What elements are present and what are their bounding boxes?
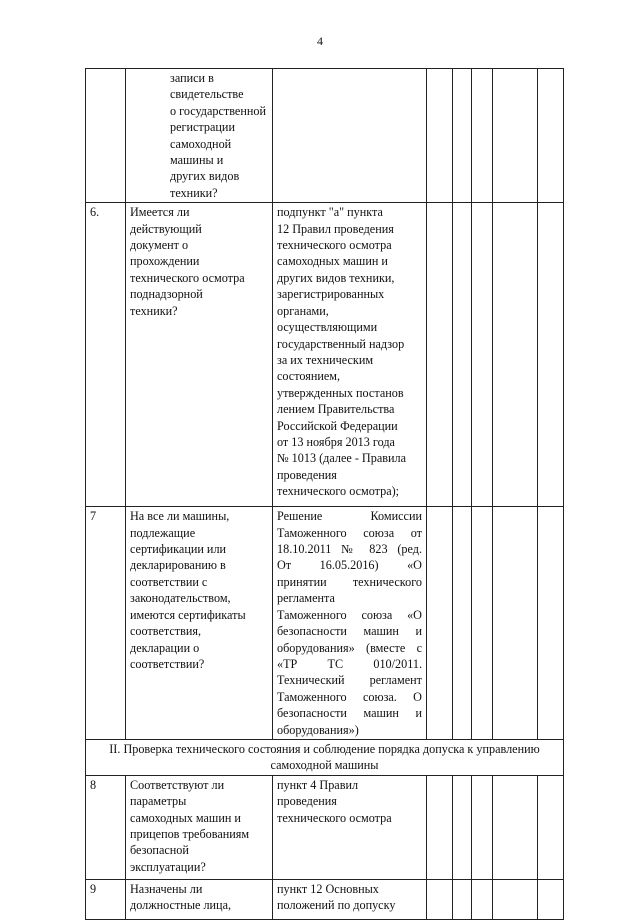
table-row <box>86 203 564 507</box>
row-number: 7 <box>86 507 126 740</box>
answer-na-cell <box>472 879 493 919</box>
reference-line: принятии технического <box>277 574 422 589</box>
question-cell: Назначены ли должностные лица, <box>126 879 273 919</box>
extra-cell <box>538 507 564 740</box>
question-cell: записи в свидетельстве о государственной регистрации самоходной машины и других видов техники? <box>126 69 273 203</box>
extra-cell <box>538 879 564 919</box>
answer-no-cell <box>453 775 472 879</box>
answer-yes-cell <box>427 879 453 919</box>
answer-na-cell <box>472 775 493 879</box>
reference-line: оборудования») <box>277 722 359 737</box>
reference-line: «ТР ТС 010/2011. <box>277 656 422 671</box>
comment-cell <box>493 69 538 203</box>
row-number: 8 <box>86 775 126 879</box>
reference-cell: пункт 4 Правил проведения технического осмотра <box>273 775 427 879</box>
answer-yes-cell <box>427 203 453 507</box>
reference-line: Таможенного союза «О <box>277 607 422 622</box>
reference-line: Таможенного союза. О <box>277 689 422 704</box>
comment-cell <box>493 879 538 919</box>
section-heading: II. Проверка технического состояния и соблюдение порядка допуска к управлению самоходной машины <box>86 739 564 775</box>
comment-cell <box>493 203 538 507</box>
row-number <box>86 69 126 203</box>
comment-cell <box>493 775 538 879</box>
answer-no-cell <box>453 507 472 740</box>
table-row <box>86 69 564 203</box>
answer-na-cell <box>472 507 493 740</box>
reference-line: безопасности машин и <box>277 706 422 721</box>
reference-cell: подпункт "а" пункта 12 Правил проведения технического осмотра самоходных машин и других видов техники, зарегистрированных органами, осуществляющими государственный надзор за их техническим состоянием, утвержденных постанов лением Правительства Российской Федерации от 13 ноября 2013 года № 1013 (далее - Правила проведения технического осмотра); <box>273 203 427 507</box>
reference-line: Таможенного союза от <box>277 525 422 540</box>
reference-cell: пункт 12 Основных положений по допуску <box>273 879 427 919</box>
question-cell: На все ли машины, подлежащие сертификации или декларированию в соответствии с законодательством, имеются сертификаты соответствия, декларации о соответствии? <box>126 507 273 740</box>
question-cell: Соответствуют ли параметры самоходных машин и прицепов требованиям безопасной эксплуатации? <box>126 775 273 879</box>
extra-cell <box>538 203 564 507</box>
reference-line: Решение Комиссии <box>277 509 422 524</box>
table-row <box>86 775 564 879</box>
reference-line: оборудования» (вместе с <box>277 640 422 655</box>
reference-line: безопасности машин и <box>277 624 422 639</box>
question-cell: Имеется ли действующий документ о прохождении технического осмотра поднадзорной техники? <box>126 203 273 507</box>
extra-cell <box>538 69 564 203</box>
reference-line: 18.10.2011 № 823 (ред. <box>277 542 422 557</box>
checklist-table <box>85 68 564 920</box>
reference-line: Технический регламент <box>277 673 422 688</box>
table-row <box>86 507 564 740</box>
reference-cell <box>273 69 427 203</box>
section-row <box>86 739 564 775</box>
reference-line: регламента <box>277 591 335 606</box>
answer-yes-cell <box>427 507 453 740</box>
answer-no-cell <box>453 203 472 507</box>
answer-no-cell <box>453 69 472 203</box>
page-number: 4 <box>317 34 323 48</box>
table-row <box>86 879 564 919</box>
answer-na-cell <box>472 203 493 507</box>
answer-yes-cell <box>427 69 453 203</box>
reference-cell <box>273 507 427 740</box>
row-number: 9 <box>86 879 126 919</box>
answer-na-cell <box>472 69 493 203</box>
answer-no-cell <box>453 879 472 919</box>
reference-line: От 16.05.2016) «О <box>277 558 422 573</box>
comment-cell <box>493 507 538 740</box>
extra-cell <box>538 775 564 879</box>
row-number: 6. <box>86 203 126 507</box>
answer-yes-cell <box>427 775 453 879</box>
